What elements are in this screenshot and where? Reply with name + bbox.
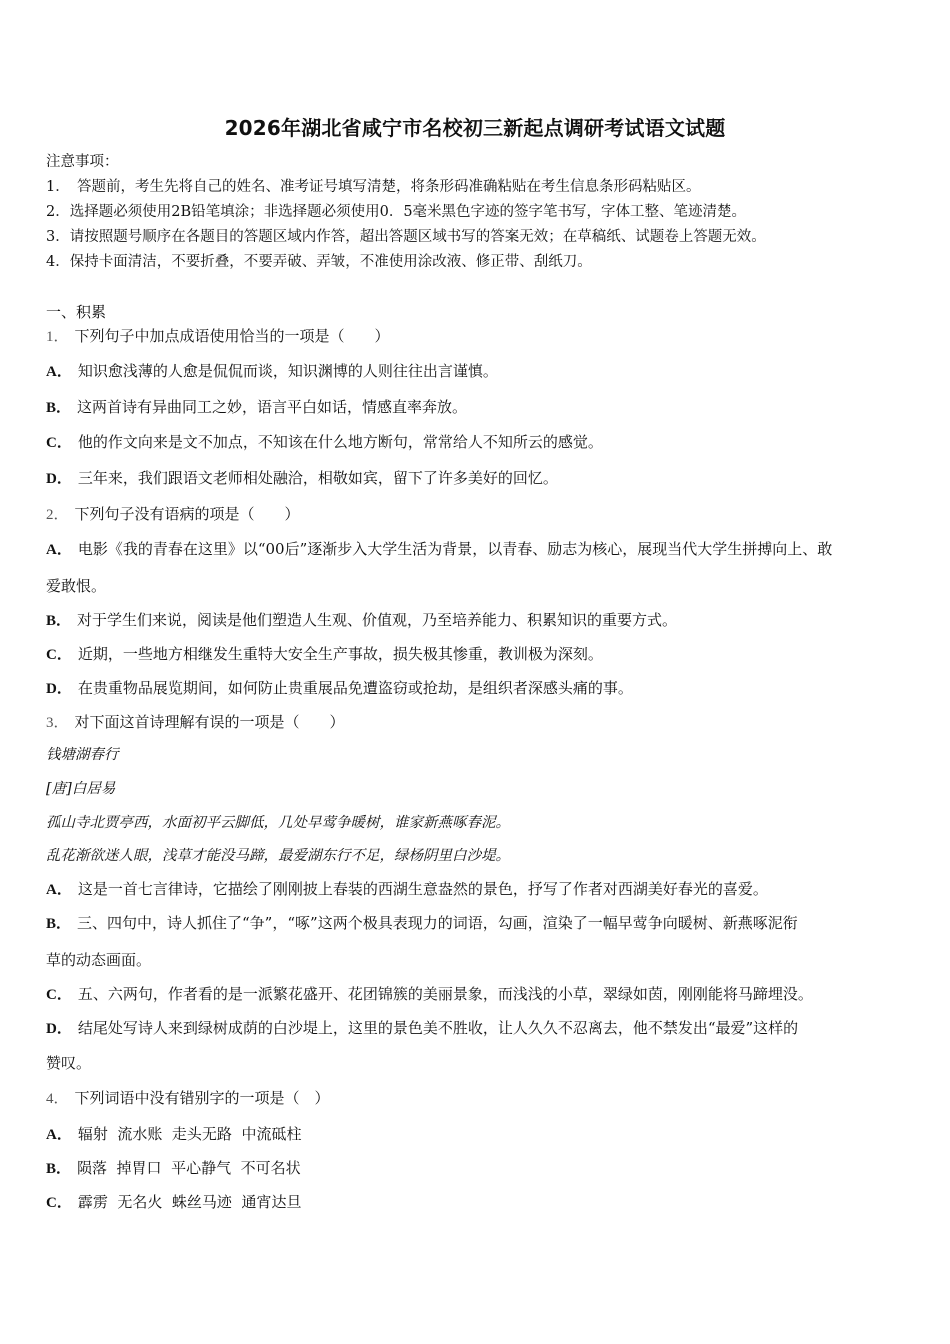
option-letter: A．: [46, 542, 72, 558]
question-text: 对下面这首诗理解有误的一项是（ ）: [74, 713, 345, 731]
option-letter: D．: [46, 471, 72, 487]
option-letter: D．: [46, 1021, 72, 1037]
question-4-stem: [46, 1088, 330, 1109]
option-text: 五、六两句，作者看的是一派繁花盛开、花团锦簇的美丽景象，而浅浅的小草，翠绿如茵，刚刚能将马蹄埋没。: [77, 985, 813, 1003]
option-letter: C．: [46, 987, 72, 1003]
question-1-stem: [46, 326, 390, 347]
q3-option-d-cont: 赞叹。: [46, 1054, 92, 1072]
q3-option-b-cont: 草的动态画面。: [46, 951, 152, 969]
q4-option-c: [46, 1192, 301, 1213]
q3-option-a: [46, 879, 768, 900]
option-text: 对于学生们来说，阅读是他们塑造人生观、价值观，乃至培养能力、积累知识的重要方式。: [77, 611, 678, 629]
poem-author: [唐]白居易: [46, 781, 116, 797]
poem-title: 钱塘湖春行: [46, 747, 119, 763]
q2-option-c: [46, 644, 603, 665]
option-letter: C．: [46, 647, 72, 663]
q3-option-c: [46, 984, 813, 1005]
notice-item-2: 2．选择题必须使用2B铅笔填涂；非选择题必须使用0．5毫米黑色字迹的签字笔书写，字体工整、笔迹清楚。: [46, 204, 747, 220]
notice-item-4: 4．保持卡面清洁，不要折叠，不要弄破、弄皱，不准使用涂改液、修正带、刮纸刀。: [46, 254, 592, 270]
question-2-stem: [46, 504, 300, 525]
option-text: 电影《我的青春在这里》以“00后”逐渐步入大学生活为背景，以青春、励志为核心，展现当代大学生拼搏向上、敢: [77, 540, 833, 558]
option-letter: A．: [46, 364, 72, 380]
option-text: 结尾处写诗人来到绿树成荫的白沙堤上，这里的景色美不胜收，让人久久不忍离去，他不禁发出“最爱”这样的: [77, 1019, 799, 1037]
notice-item-3: 3．请按照题号顺序在各题目的答题区域内作答，超出答题区域书写的答案无效；在草稿纸、试题卷上答题无效。: [46, 229, 766, 245]
q4-option-b: [46, 1158, 301, 1179]
option-letter: A．: [46, 882, 72, 898]
question-text: 下列句子中加点成语使用恰当的一项是（ ）: [74, 327, 390, 345]
q2-option-a-cont: 爱敢恨。: [46, 577, 107, 595]
q3-option-d: [46, 1018, 798, 1039]
q2-option-b: [46, 610, 677, 631]
q1-option-a: [46, 361, 498, 382]
question-text: 下列句子没有语病的项是（ ）: [74, 505, 300, 523]
option-letter: B．: [46, 916, 72, 932]
option-text: 他的作文向来是文不加点，不知该在什么地方断句，常常给人不知所云的感觉。: [77, 433, 603, 451]
option-text: 知识愈浅薄的人愈是侃侃而谈，知识渊博的人则往往出言谨慎。: [77, 362, 498, 380]
question-text: 下列词语中没有错别字的一项是（ ）: [74, 1089, 330, 1107]
option-letter: D．: [46, 681, 72, 697]
option-letter: B．: [46, 613, 72, 629]
q1-option-d: [46, 468, 558, 489]
q1-option-b: [46, 397, 467, 418]
question-number: 4．: [46, 1091, 69, 1107]
option-letter: C．: [46, 435, 72, 451]
option-text: 辐射 流水账 走头无路 中流砥柱: [77, 1125, 302, 1143]
q2-option-d: [46, 678, 633, 699]
notice-item-1: 1． 答题前，考生先将自己的姓名、准考证号填写清楚，将条形码准确粘贴在考生信息条形码粘贴区。: [46, 179, 701, 195]
notice-heading: 注意事项：: [46, 154, 119, 170]
poem-line-1: 孤山寺北贾亭西，水面初平云脚低，几处早莺争暖树，谁家新燕啄春泥。: [46, 815, 510, 831]
q4-option-a: [46, 1124, 301, 1145]
option-text: 在贵重物品展览期间，如何防止贵重展品免遭盗窃或抢劫，是组织者深感头痛的事。: [77, 679, 633, 697]
q2-option-a: [46, 539, 832, 560]
option-text: 这两首诗有异曲同工之妙，语言平白如话，情感直率奔放。: [77, 398, 468, 416]
option-text: 近期，一些地方相继发生重特大安全生产事故，损失极其惨重，教训极为深刻。: [77, 645, 603, 663]
page-title: 2026年湖北省咸宁市名校初三新起点调研考试语文试题: [224, 116, 726, 140]
option-letter: B．: [46, 1161, 72, 1177]
q1-option-c: [46, 432, 603, 453]
question-3-stem: [46, 712, 345, 733]
option-text: 陨落 掉胃口 平心静气 不可名状: [77, 1159, 301, 1177]
q3-option-b: [46, 913, 798, 934]
question-number: 3．: [46, 715, 69, 731]
question-number: 2．: [46, 507, 69, 523]
question-number: 1．: [46, 329, 69, 345]
option-letter: A．: [46, 1127, 72, 1143]
section-heading: 一、积累: [46, 303, 107, 321]
option-text: 这是一首七言律诗，它描绘了刚刚披上春装的西湖生意盎然的景色，抒写了作者对西湖美好春光的喜爱。: [77, 880, 768, 898]
option-letter: B．: [46, 400, 72, 416]
option-text: 霹雳 无名火 蛛丝马迹 通宵达旦: [77, 1193, 302, 1211]
option-letter: C．: [46, 1195, 72, 1211]
option-text: 三年来，我们跟语文老师相处融洽，相敬如宾，留下了许多美好的回忆。: [77, 469, 558, 487]
option-text: 三、四句中，诗人抓住了“争”，“啄”这两个极具表现力的词语，勾画，渲染了一幅早莺争向暖树、新燕啄泥衔: [77, 914, 798, 932]
poem-line-2: 乱花渐欲迷人眼，浅草才能没马蹄，最爱湖东行不足，绿杨阴里白沙堤。: [46, 848, 510, 864]
